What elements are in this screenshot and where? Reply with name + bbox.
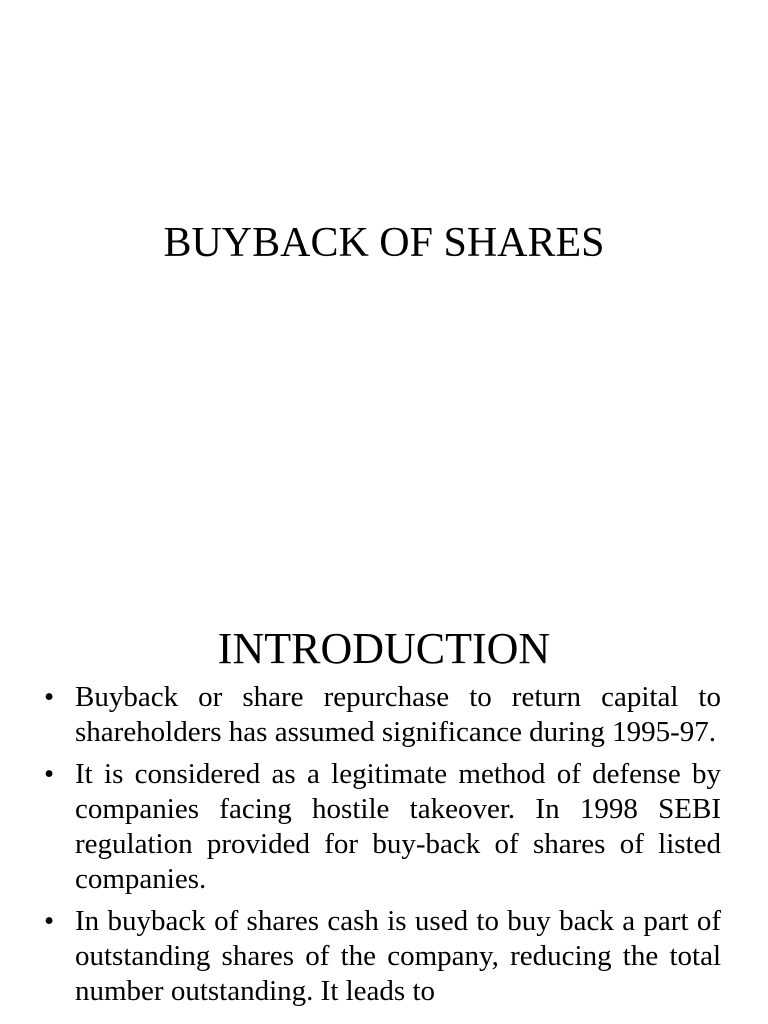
list-item xyxy=(0,757,768,897)
bullet-list xyxy=(0,680,768,1016)
bullet-icon: • xyxy=(44,681,55,713)
bullet-text: Buyback or share repurchase to return capital to shareholders has assumed significance during 1995-97. xyxy=(75,681,721,748)
bullet-icon: • xyxy=(44,758,55,790)
list-item xyxy=(0,904,768,1009)
bullet-icon: • xyxy=(44,905,55,937)
bullet-text: It is considered as a legitimate method of defense by companies facing hostile takeover. In 1998 SEBI regulation provided for buy-back of shares of listed companies. xyxy=(75,758,721,895)
slide-title: BUYBACK OF SHARES xyxy=(163,220,605,266)
section-heading: INTRODUCTION xyxy=(217,624,551,673)
bullet-text: In buyback of shares cash is used to buy back a part of outstanding shares of the company, reducing the total number outstanding. It leads to xyxy=(75,905,721,1007)
list-item xyxy=(0,680,768,750)
